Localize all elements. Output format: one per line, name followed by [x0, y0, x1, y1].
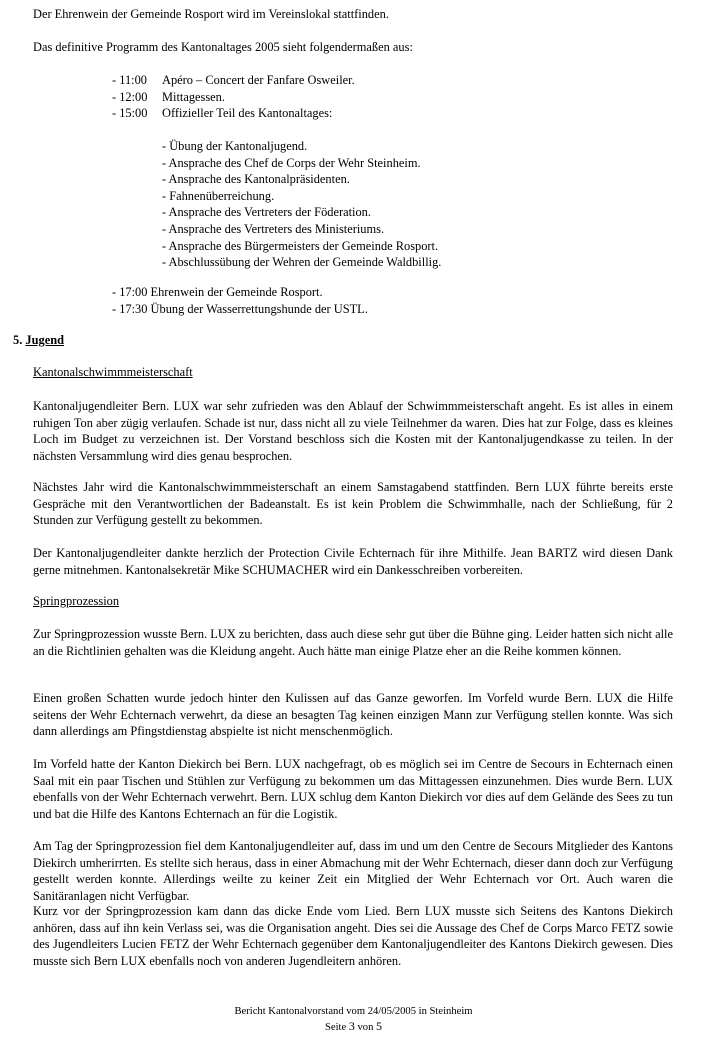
paragraph: Zur Springprozession wusste Bern. LUX zu berichten, dass auch diese sehr gut über die Bühne ging. Leider hatten sich nicht alle an die Richtlinien gehalten was die Kleidung angeht. Auch hätte man einige Platze eher an die Reihe kommen können.: [33, 627, 673, 658]
program-text: Offizieller Teil des Kantonaltages:: [162, 106, 333, 121]
paragraph: Kurz vor der Springprozession kam dann das dicke Ende vom Lied. Bern LUX musste sich Seitens des Kantons Diekirch anhören, dass auf ihn kein Verlass sei, was die Organisation angeht. Dies sei die Aussage des Chef de Corps Marco FETZ sowie des Jugendleiters Lucien FETZ der Wehr Echternach gegenüber dem Kantonaljugendleiter des Kantons Diekirch gewesen. Dies musste sich Bern LUX ebenfalls noch von anderen Jugendleitern anhören.: [33, 904, 673, 968]
program-time: - 11:00: [112, 73, 147, 87]
program-late-item: - 17:30 Übung der Wasserrettungshunde der USTL.: [112, 301, 368, 316]
official-part-item: - Abschlussübung der Wehren der Gemeinde Waldbillig.: [162, 255, 442, 270]
paragraph: Am Tag der Springprozession fiel dem Kantonaljugendleiter auf, dass im und um den Centre de Secours Mitglieder des Kantons Diekirch umherirrten. Es stellte sich heraus, dass in einer Abmachung mit der Wehr Echternach, dieser dann doch zur Verfügung gestellt werden konnte. Allerdings weilte zu keiner Zeit ein Mitglied der Wehr Echternach vor Ort. Auch waren die Sanitäranlagen nicht Verfügbar.: [33, 839, 673, 903]
program-text: Mittagessen.: [162, 89, 225, 104]
paragraph: Einen großen Schatten wurde jedoch hinter den Kulissen auf das Ganze geworfen. Im Vorfeld wurde Bern. LUX die Hilfe seitens der Wehr Echternach verwehrt, da diese an besagten Tag keinen einzigen Mann zur Verfügung stellen konnte. Was sich dann allerdings am Pfingstdienstag abspielte ist nicht menschenmöglich.: [33, 691, 673, 739]
program-item: [112, 105, 355, 122]
intro-line-1: Der Ehrenwein der Gemeinde Rosport wird im Vereinslokal stattfinden.: [33, 7, 389, 21]
page-total: 5: [376, 1019, 383, 1033]
page-sep: von: [357, 1022, 374, 1033]
footer-report-line: Bericht Kantonalvorstand vom 24/05/2005 in Steinheim: [234, 1006, 473, 1017]
paragraph: Im Vorfeld hatte der Kanton Diekirch bei Bern. LUX nachgefragt, ob es möglich sei im Centre de Secours in Echternach einen Saal mit ein paar Tischen und Stühlen zur Verfügung zu bekommen um das Mittagessen einzunehmen. Dies wurde Bern. LUX ebenfalls von der Wehr Echternach verwehrt. Bern. LUX schlug dem Kanton Diekirch vor dies auf dem Gelände des Sees zu tun und bat die Hilfe des Kantons Echternach an für die Logistik.: [33, 757, 673, 821]
program-item: [112, 89, 355, 106]
program-list: [112, 72, 355, 122]
footer-page-number: [0, 1019, 707, 1035]
program-time: - 15:00: [112, 106, 148, 121]
section-number: 5.: [13, 333, 23, 347]
page-prefix: Seite: [324, 1022, 347, 1033]
official-part-item: - Ansprache des Vertreters des Ministeriums.: [162, 221, 385, 236]
official-part-item: - Fahnenüberreichung.: [162, 188, 275, 203]
official-part-list: [162, 138, 441, 271]
official-part-item: - Ansprache des Kantonalpräsidenten.: [162, 172, 350, 187]
official-part-item: - Übung der Kantonaljugend.: [162, 139, 308, 153]
program-time: - 12:00: [112, 89, 148, 104]
official-part-item: - Ansprache des Bürgermeisters der Gemeinde Rosport.: [162, 238, 439, 253]
program-late-list: [112, 284, 368, 317]
page-current: 3: [348, 1019, 355, 1033]
section-title: Jugend: [25, 333, 64, 347]
section-heading: [13, 333, 64, 348]
program-item: [112, 72, 355, 89]
paragraph: Nächstes Jahr wird die Kantonalschwimmmeisterschaft an einem Samstagabend stattfinden. Bern LUX führte bereits erste Gespräche mit den Verantwortlichen der Badeanstalt. Es ist kein Problem die Schwimmhalle, nach der Schließung, für 2 Stunden zur Verfügung gestellt zu bekommen.: [33, 480, 673, 528]
paragraph: Kantonaljugendleiter Bern. LUX war sehr zufrieden was den Ablauf der Schwimmmeisterschaft angeht. Es ist alles in einem ruhigen Ton aber zügig verlaufen. Schade ist nur, dass nicht all zu viele Teilnehmer da waren. Dies hat zur Folge, dass es kleines Loch im Budget zu verzeichnen ist. Der Vorstand beschloss sich die Kosten mit der Kantonaljugendkasse zu teilen. In der nächsten Versammlung wird dies genau besprochen.: [33, 399, 673, 463]
paragraph: Der Kantonaljugendleiter dankte herzlich der Protection Civile Echternach für ihre Mithilfe. Jean BARTZ wird diesen Dank gerne mitnehmen. Kantonalsekretär Mike SCHUMACHER wird ein Dankesschreiben vorbereiten.: [33, 546, 673, 577]
program-text: Apéro – Concert der Fanfare Osweiler.: [162, 73, 355, 87]
official-part-item: - Ansprache des Chef de Corps der Wehr Steinheim.: [162, 155, 421, 170]
page-footer: [0, 1005, 707, 1035]
subsection-title-procession: Springprozession: [33, 594, 120, 608]
subsection-title-swimming: Kantonalschwimmmeisterschaft: [33, 365, 193, 379]
official-part-item: - Ansprache des Vertreters der Föderation.: [162, 205, 371, 220]
program-late-item: - 17:00 Ehrenwein der Gemeinde Rosport.: [112, 285, 323, 299]
intro-line-2: Das definitive Programm des Kantonaltages 2005 sieht folgendermaßen aus:: [33, 40, 413, 54]
